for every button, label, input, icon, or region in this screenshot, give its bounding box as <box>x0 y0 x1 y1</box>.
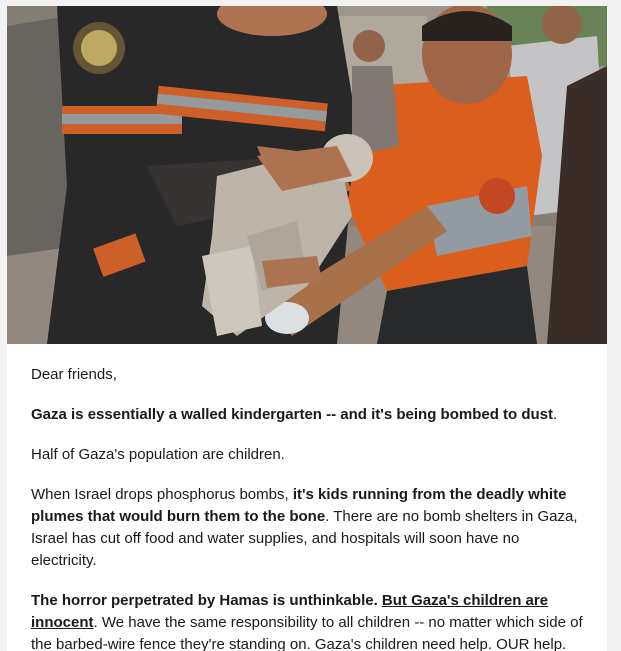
paragraph-1: Gaza is essentially a walled kindergarten -- and it's being bombed to dust. <box>31 406 558 423</box>
letter-content <box>31 364 587 651</box>
photo-rescue-scene-icon <box>7 6 607 344</box>
paragraph-4: The horror perpetrated by Hamas is unthinkable. But Gaza's children are innocent. We have the same responsibility to all children -- no matter which side of the barbed-wire fence they're standing on. Gaza's children need help. OUR help. <box>31 592 583 651</box>
hero-photo <box>7 6 607 344</box>
paragraph-3: When Israel drops phosphorus bombs, it's kids running from the deadly white plumes that would burn them to the bone. There are no bomb shelters in Gaza, Israel has cut off food and water supplies, and hospitals will soon have no electricity. <box>31 486 578 569</box>
greeting: Dear friends, <box>31 366 117 383</box>
email-body <box>7 6 607 651</box>
paragraph-2: Half of Gaza's population are children. <box>31 446 285 463</box>
innocent-link[interactable]: But Gaza's children are innocent <box>31 592 549 631</box>
